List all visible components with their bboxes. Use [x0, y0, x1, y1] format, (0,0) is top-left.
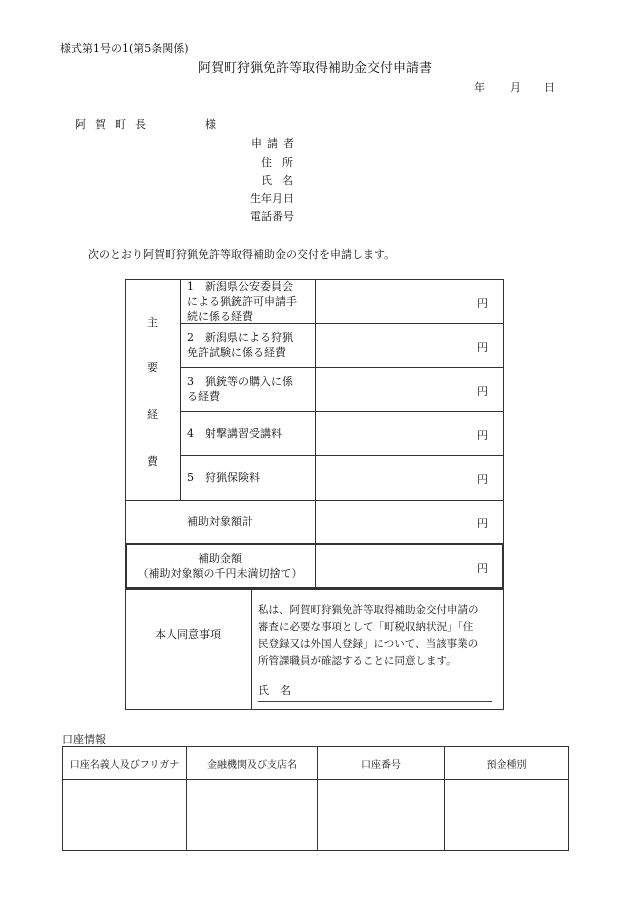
bank-col-deposit-type: 預金種別 [445, 747, 569, 780]
group-label-char-1: 主 [147, 316, 158, 329]
expense-item-2-unit: 円 [477, 341, 488, 354]
group-label-char-2: 要 [147, 361, 158, 374]
bank-col-account-number: 口座番号 [318, 747, 445, 780]
grant-unit: 円 [477, 562, 488, 575]
expense-item-3-label: 3 猟銃等の購入に係 る経費 [187, 375, 293, 403]
subtotal-unit: 円 [477, 517, 488, 530]
subtotal-label: 補助対象額計 [187, 515, 253, 528]
applicant-address-label: 住所 [261, 156, 303, 169]
bank-cell-account-number[interactable] [318, 780, 445, 851]
intro-text: 次のとおり阿賀町狩猟免許等取得補助金の交付を申請します。 [88, 248, 396, 261]
form-reference: 様式第1号の1(第5条関係) [60, 42, 189, 55]
applicant-heading: 申請者 [251, 137, 299, 150]
consent-name-label: 氏 名 [258, 684, 291, 697]
expense-item-2-label: 2 新潟県による狩猟 免許試験に係る経費 [187, 331, 293, 359]
group-label-char-4: 費 [147, 455, 158, 468]
expense-item-4-label: 4 射撃講習受講料 [187, 427, 282, 440]
form-title: 阿賀町狩猟免許等取得補助金交付申請書 [197, 61, 432, 76]
applicant-name-label: 氏名 [261, 174, 303, 187]
bank-col-account-holder: 口座名義人及びフリガナ [63, 747, 187, 780]
consent-signature-line [258, 701, 492, 702]
applicant-birthdate-label: 生年月日 [250, 192, 294, 205]
bank-cell-bank-branch[interactable] [187, 780, 318, 851]
expense-item-1-unit: 円 [477, 297, 488, 310]
expense-item-1-label: 1 新潟県公安委員会 による猟銃許可申請手 続に係る経費 [187, 280, 297, 323]
expense-item-5-unit: 円 [477, 473, 488, 486]
date-day-label: 日 [544, 81, 555, 94]
bank-info-table [62, 746, 569, 851]
bank-info-title: 口座情報 [62, 733, 106, 746]
consent-label: 本人同意事項 [155, 628, 221, 641]
applicant-phone-label: 電話番号 [250, 210, 294, 223]
bank-cell-deposit-type[interactable] [445, 780, 569, 851]
expense-item-4-unit: 円 [477, 429, 488, 442]
expense-item-3-unit: 円 [477, 385, 488, 398]
group-label-char-3: 経 [147, 408, 158, 421]
date-year-label: 年 [474, 81, 485, 94]
bank-col-bank-branch: 金融機関及び支店名 [187, 747, 318, 780]
date-month-label: 月 [510, 81, 521, 94]
bank-cell-account-holder[interactable] [63, 780, 187, 851]
addressee-name: 阿賀町長 [75, 118, 155, 131]
addressee-honorific: 様 [205, 118, 216, 131]
consent-statement: 私は、阿賀町狩猟免許等取得補助金交付申請の 審査に必要な事項として「町税収納状況」「住 民登録又は外国人登録」について、当該事業の 所管課職員が確認することに同意します。 [258, 604, 479, 667]
expense-item-5-label: 5 狩猟保険料 [187, 471, 260, 484]
grant-label: 補助金額 （補助対象額の千円未満切捨て） [137, 552, 303, 580]
